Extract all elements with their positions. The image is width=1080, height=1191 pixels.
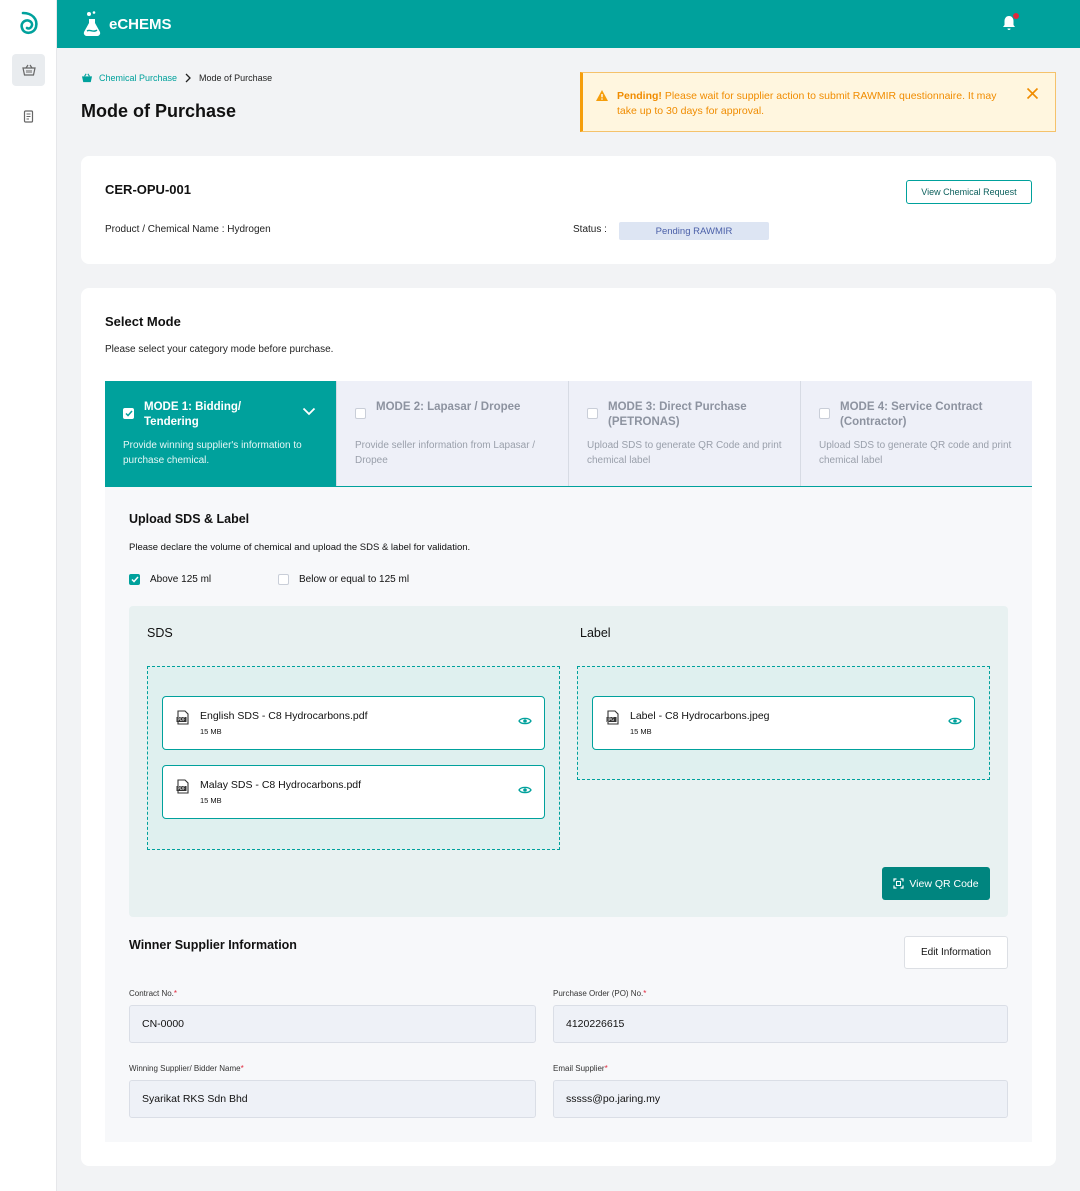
mode-checkbox[interactable] xyxy=(355,408,366,419)
mode-tabs xyxy=(105,381,1032,487)
mode-description: Upload SDS to generate QR code and print chemical label xyxy=(819,440,1012,466)
mode-title: MODE 2: Lapasar / Dropee xyxy=(376,401,521,413)
left-rail xyxy=(0,0,57,1191)
warning-icon xyxy=(595,89,609,102)
file-size: 15 MB xyxy=(200,796,222,805)
mode-tab-3[interactable] xyxy=(569,381,801,486)
file-size: 15 MB xyxy=(630,727,652,736)
request-card xyxy=(81,156,1056,264)
app-name: eCHEMS xyxy=(109,15,172,33)
email-supplier-input[interactable] xyxy=(553,1080,1008,1118)
mode-description: Upload SDS to generate QR Code and print chemical label xyxy=(587,440,782,466)
svg-text:PDF: PDF xyxy=(177,717,186,723)
po-no-input[interactable] xyxy=(553,1005,1008,1043)
chevron-down-icon[interactable] xyxy=(302,407,316,416)
checkbox[interactable] xyxy=(129,574,140,585)
status-badge: Pending RAWMIR xyxy=(619,222,769,240)
petronas-logo-icon[interactable] xyxy=(0,0,57,48)
select-mode-title: Select Mode xyxy=(105,314,181,329)
alert-strong: Pending! xyxy=(617,90,662,102)
mode-title: MODE 4: Service Contract (Contractor) xyxy=(840,401,983,428)
view-chemical-request-button[interactable]: View Chemical Request xyxy=(906,180,1032,204)
select-mode-description: Please select your category mode before purchase. xyxy=(105,344,334,355)
product-name: Product / Chemical Name : Hydrogen xyxy=(105,224,271,235)
svg-text:PDF: PDF xyxy=(177,786,186,792)
request-id: CER-OPU-001 xyxy=(105,182,191,197)
breadcrumb-parent[interactable]: Chemical Purchase xyxy=(99,73,178,83)
email-label xyxy=(553,1064,608,1073)
winner-title: Winner Supplier Information xyxy=(129,938,297,952)
notification-bell[interactable] xyxy=(1002,15,1016,36)
file-name: Malay SDS - C8 Hydrocarbons.pdf xyxy=(200,779,362,791)
label-dropzone[interactable] xyxy=(577,666,990,780)
basket-icon[interactable] xyxy=(12,54,45,86)
file-size: 15 MB xyxy=(200,727,222,736)
document-icon[interactable] xyxy=(12,100,45,132)
checkbox[interactable] xyxy=(278,574,289,585)
check-icon xyxy=(125,410,133,417)
pdf-file-icon xyxy=(176,710,190,725)
select-mode-card xyxy=(81,288,1056,1166)
edit-information-button[interactable]: Edit Information xyxy=(904,936,1008,969)
alert-text: Please wait for supplier action to submit RAWMIR questionnaire. It may take up to 30 days for approval. xyxy=(617,90,997,117)
mode-description: Provide seller information from Lapasar / Dropee xyxy=(355,440,536,466)
eye-icon[interactable] xyxy=(948,716,962,726)
brand[interactable] xyxy=(81,10,172,38)
mode-checkbox[interactable] xyxy=(587,408,598,419)
mode-tab-2[interactable] xyxy=(337,381,569,486)
pending-alert xyxy=(580,72,1056,132)
top-bar xyxy=(57,0,1080,48)
supplier-name-input[interactable] xyxy=(129,1080,536,1118)
upload-title: Upload SDS & Label xyxy=(129,512,250,526)
qr-button-label: View QR Code xyxy=(909,877,979,890)
upload-description: Please declare the volume of chemical and upload the SDS & label for validation. xyxy=(129,542,471,553)
option-label: Above 125 ml xyxy=(150,574,212,585)
supplier-label xyxy=(129,1064,244,1073)
chevron-right-icon xyxy=(183,73,193,83)
mode-tab-1[interactable] xyxy=(105,381,337,486)
eye-icon[interactable] xyxy=(518,785,532,795)
close-icon[interactable] xyxy=(1026,87,1039,100)
status-label: Status : xyxy=(573,224,607,235)
required-mark: * xyxy=(604,1064,608,1073)
check-icon xyxy=(131,576,139,583)
svg-text:JPG: JPG xyxy=(607,717,615,723)
basket-icon xyxy=(81,73,93,83)
sds-file-item xyxy=(162,765,545,819)
volume-option-below[interactable] xyxy=(278,574,409,585)
supplier-label-text: Winning Supplier/ Bidder Name xyxy=(129,1064,241,1073)
contract-label-text: Contract No. xyxy=(129,989,174,998)
view-qr-code-button[interactable] xyxy=(882,867,990,900)
option-label: Below or equal to 125 ml xyxy=(299,574,410,585)
file-name: Label - C8 Hydrocarbons.jpeg xyxy=(630,710,770,722)
mode-title: MODE 3: Direct Purchase (PETRONAS) xyxy=(608,401,747,428)
mode-description: Provide winning supplier's information to purchase chemical. xyxy=(123,440,302,466)
upload-area xyxy=(129,606,1008,917)
eye-icon[interactable] xyxy=(518,716,532,726)
file-name: English SDS - C8 Hydrocarbons.pdf xyxy=(200,710,368,722)
breadcrumb-current: Mode of Purchase xyxy=(199,73,273,83)
alert-message xyxy=(617,89,1017,119)
po-label xyxy=(553,989,646,998)
sds-dropzone[interactable] xyxy=(147,666,560,850)
label-heading: Label xyxy=(580,626,611,640)
breadcrumb xyxy=(81,73,272,83)
flask-logo-icon xyxy=(81,10,103,38)
po-label-text: Purchase Order (PO) No. xyxy=(553,989,644,998)
email-label-text: Email Supplier xyxy=(553,1064,605,1073)
sds-file-item xyxy=(162,696,545,750)
mode-checkbox[interactable] xyxy=(123,408,134,419)
page-title: Mode of Purchase xyxy=(81,101,237,121)
required-mark: * xyxy=(240,1064,244,1073)
mode-tab-4[interactable] xyxy=(801,381,1032,486)
required-mark: * xyxy=(643,989,647,998)
mode-checkbox[interactable] xyxy=(819,408,830,419)
mode-title: MODE 1: Bidding/ Tendering xyxy=(144,401,242,428)
qr-scan-icon xyxy=(893,878,904,889)
required-mark: * xyxy=(173,989,178,998)
notification-dot xyxy=(1013,13,1019,19)
volume-option-above[interactable] xyxy=(129,574,211,585)
pdf-file-icon xyxy=(176,779,190,794)
mode-panel xyxy=(105,487,1032,1142)
sds-heading: SDS xyxy=(147,626,173,640)
label-file-item xyxy=(592,696,975,750)
contract-label xyxy=(129,989,177,998)
contract-no-input[interactable] xyxy=(129,1005,536,1043)
image-file-icon xyxy=(606,710,620,725)
